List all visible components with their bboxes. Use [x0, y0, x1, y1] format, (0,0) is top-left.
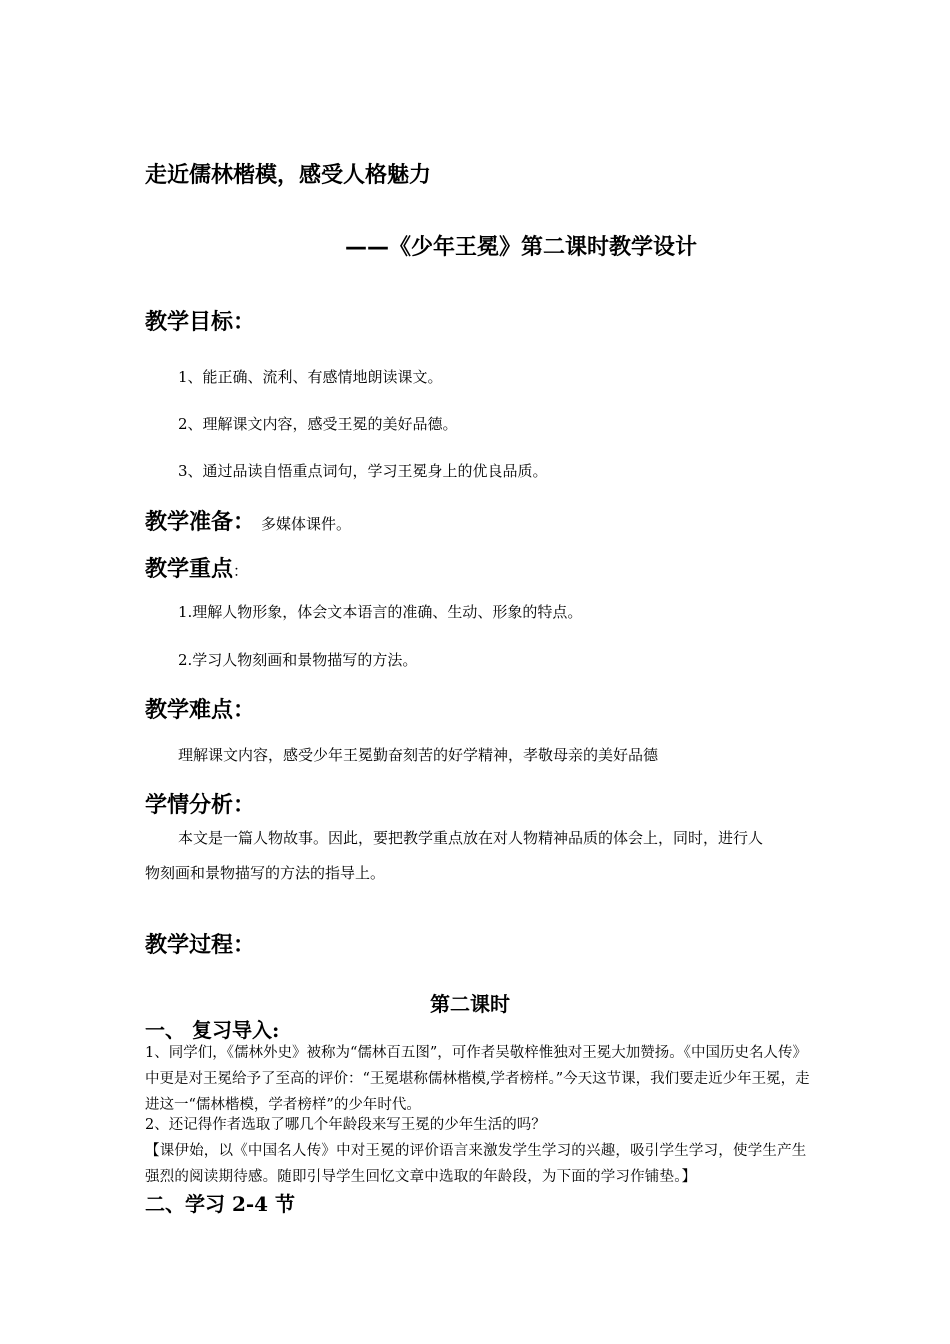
analysis-line-2: 物刻画和景物描写的方法的指导上。: [145, 864, 386, 882]
process-heading: 教学过程：: [145, 933, 256, 958]
prep-heading: 教学准备：: [145, 510, 256, 535]
prep-text: 多媒体课件。: [261, 515, 352, 533]
part1-paragraph-2: 2、还记得作者选取了哪几个年龄段来写王冕的少年生活的吗？: [145, 1117, 546, 1133]
analysis-line-1: 本文是一篇人物故事。因此，要把教学重点放在对人物精神品质的体会上，同时，进行人: [178, 829, 764, 847]
difficult-heading: 教学难点：: [145, 698, 256, 723]
document-subtitle: ——《少年王冕》第二课时教学设计: [345, 235, 698, 260]
prep-row: [145, 505, 351, 536]
part1-paragraph-1: 1、同学们，《儒林外史》被称为“儒林百五图”，可作者吴敬梓惟独对王冕大加赞扬。《中国历史名人传》中更是对王冕给予了至高的评价：“王冕堪称儒林楷模,学者榜样。”今天这节课，我们要走近少年王冕，走进这一“儒林楷模，学者榜样”的少年时代。: [145, 1045, 810, 1113]
document-title: 走近儒林楷模，感受人格魅力: [145, 163, 432, 188]
goal-item-3: 3、通过品读自悟重点词句，学习王冕身上的优良品质。: [178, 462, 548, 480]
goals-heading: 教学目标：: [145, 310, 256, 335]
analysis-heading: 学情分析：: [145, 793, 256, 818]
difficult-text: 理解课文内容，感受少年王冕勤奋刻苦的好学精神，孝敬母亲的美好品德: [178, 746, 659, 764]
part1-teaching-note: 【课伊始，以《中国名人传》中对王冕的评价语言来激发学生学习的兴趣，吸引学生学习，使学生产生强烈的阅读期待感。随即引导学生回忆文章中选取的年龄段，为下面的学习作铺垫。】: [145, 1143, 807, 1185]
key-heading-row: [145, 552, 248, 583]
part2-heading: 二、学习 2-4 节: [145, 1192, 296, 1216]
goal-item-2: 2、理解课文内容，感受王冕的美好品德。: [178, 415, 458, 433]
part1-heading: 一、 复习导入:: [145, 1018, 280, 1042]
lesson-title: 第二课时: [430, 992, 510, 1016]
key-item-2: 2.学习人物刻画和景物描写的方法。: [178, 651, 418, 669]
key-colon: ：: [233, 562, 249, 580]
goal-item-1: 1、能正确、流利、有感情地朗读课文。: [178, 368, 443, 386]
key-heading: 教学重点: [145, 557, 234, 582]
key-item-1: 1.理解人物形象，体会文本语言的准确、生动、形象的特点。: [178, 603, 583, 621]
